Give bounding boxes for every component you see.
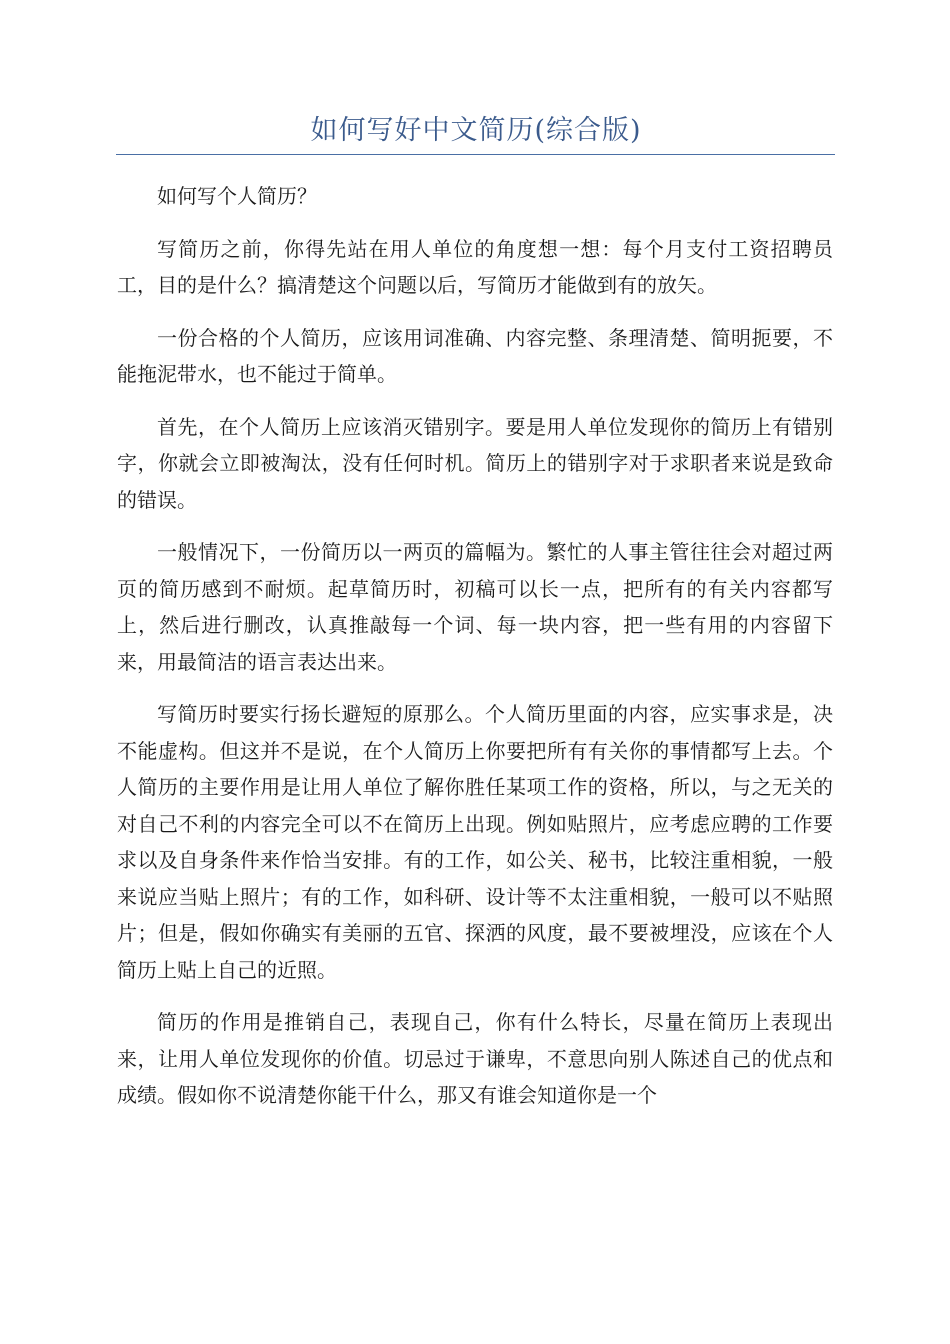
document-body [117, 178, 833, 1130]
paragraph-typos: 首先，在个人简历上应该消灭错别字。要是用人单位发现你的简历上有错别字，你就会立即被淘汰，没有任何时机。简历上的错别字对于求职者来说是致命的错误。 [117, 414, 833, 512]
title-underline [116, 154, 835, 155]
paragraph-employer-perspective: 写简历之前，你得先站在用人单位的角度想一想：每个月支付工资招聘员工，目的是什么？搞清楚这个问题以后，写简历才能做到有的放矢。 [117, 236, 833, 297]
paragraph-strengths: 写简历时要实行扬长避短的原那么。个人简历里面的内容，应实事求是，决不能虚构。但这并不是说，在个人简历上你要把所有有关你的事情都写上去。个人简历的主要作用是让用人单位了解你胜任某项工作的资格，所以，与之无关的对自己不利的内容完全可以不在简历上出现。例如贴照片，应考虑应聘的工作要求以及自身条件来作恰当安排。有的工作，如公关、秘书，比较注重相貌，一般来说应当贴上照片；有的工作，如科研、设计等不太注重相貌，一般可以不贴照片；但是，假如你确实有美丽的五官、探洒的风度，最不要被埋没，应该在个人简历上贴上自己的近照。 [117, 702, 833, 982]
paragraph-question: 如何写个人简历？ [157, 184, 317, 208]
paragraph-qualified-resume: 一份合格的个人简历，应该用词准确、内容完整、条理清楚、简明扼要，不能拖泥带水，也不能过于简单。 [117, 325, 833, 386]
document-title: 如何写好中文简历(综合版) [310, 115, 642, 146]
paragraph-length: 一般情况下，一份简历以一两页的篇幅为。繁忙的人事主管往往会对超过两页的简历感到不耐烦。起草简历时，初稿可以长一点，把所有的有关内容都写上，然后进行删改，认真推敲每一个词、每一块内容，把一些有用的内容留下来，用最简洁的语言表达出来。 [117, 540, 833, 674]
paragraph-self-promotion: 简历的作用是推销自己，表现自己，你有什么特长，尽量在简历上表现出来，让用人单位发现你的价值。切忌过于谦卑，不意思向别人陈述自己的优点和成绩。假如你不说清楚你能干什么，那又有谁会知道你是一个 [117, 1010, 833, 1107]
